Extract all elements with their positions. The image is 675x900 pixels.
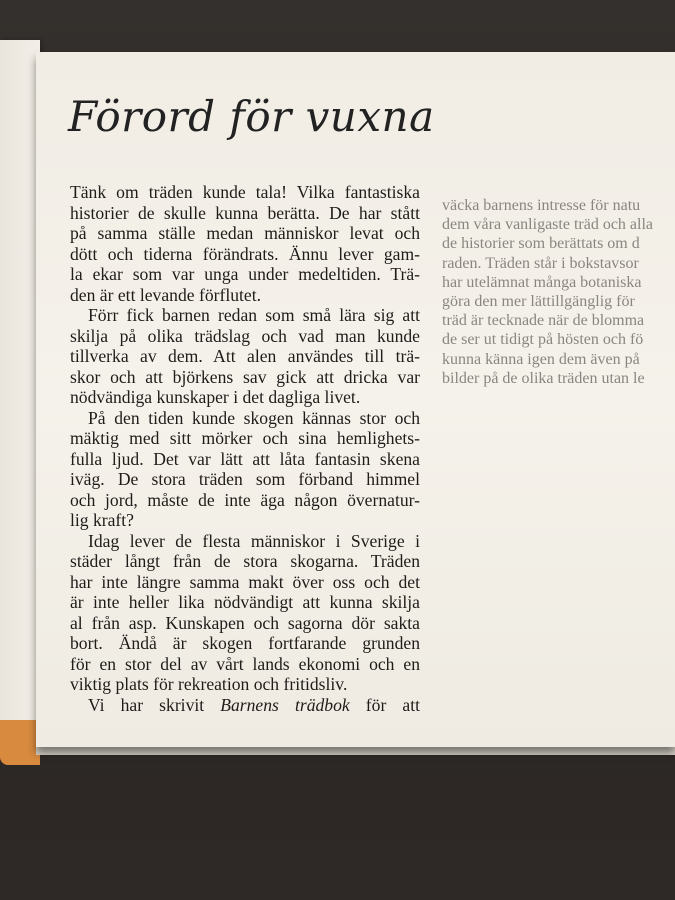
text-line: bilder på de olika träden utan le <box>442 369 645 387</box>
page-title: Förord för vuxna <box>68 92 435 141</box>
text-line-with-book-title <box>70 695 420 716</box>
text-line: raden. Träden står i bokstavsor <box>442 254 639 272</box>
text-line: viktig plats för rekreation och fritidsliv. <box>70 674 348 694</box>
text-line: På den tiden kunde skogen kännas stor och <box>88 407 420 428</box>
text-line: tillverka av dem. Att alen användes till trä- <box>70 346 420 366</box>
text-line: göra den mer lättillgänglig för <box>442 293 635 311</box>
text-line: iväg. De stora träden som förband himmel <box>70 469 420 489</box>
text-line: för en stor del av vårt lands ekonomi och en <box>70 653 420 674</box>
text-line: skilja på olika trädslag och vad man kunde <box>70 325 420 346</box>
text-line: lig kraft? <box>70 510 134 530</box>
text-line: de ser ut tidigt på hösten och fö <box>442 331 644 349</box>
text-line: al från asp. Kunskapen och sagorna dör sakta <box>70 612 420 633</box>
text-line: och jord, måste de inte äga någon övernatur- <box>70 489 420 510</box>
text-line: fulla ljud. Det var lätt att låta fantasin skena <box>70 448 420 469</box>
text-line: skor och att björkens sav gick att dricka var <box>70 366 420 387</box>
text-line: väcka barnens intresse för natu <box>442 197 641 214</box>
text-line: bort. Ändå är skogen fortfarande grunden <box>70 633 420 653</box>
text-line: dem våra vanligaste träd och alla <box>442 216 654 234</box>
text-line: städer långt från de stora skogarna. Träden <box>70 551 420 571</box>
text-line: nödvändiga kunskaper i det dagliga livet. <box>70 387 361 407</box>
text-line: la ekar som var unga under medeltiden. Trä- <box>70 264 420 284</box>
text-line: Idag lever de flesta människor i Sverige i <box>88 530 420 551</box>
text-line: är inte heller lika nödvändigt att kunna skilja <box>70 592 420 612</box>
text-line: på samma ställe medan människor levat och <box>70 223 420 243</box>
text-line: träd är tecknade när de blomma <box>442 312 645 330</box>
text-line: de historier som berättats om d <box>442 235 640 253</box>
text-line: den är ett levande förflutet. <box>70 284 261 305</box>
text-line: Tänk om träden kunde tala! Vilka fantastiska <box>70 182 420 202</box>
book-title-italic: Barnens trädbok <box>220 694 350 715</box>
text-line: kunna känna igen dem även på <box>442 350 640 368</box>
text-line: mäktig med sitt mörker och sina hemlighets- <box>70 428 420 448</box>
text-line: Förr fick barnen redan som små lära sig att <box>88 305 420 325</box>
right-text-column <box>442 196 675 388</box>
book-cover-edge <box>0 720 40 765</box>
text-line: historier de skulle kunna berätta. De har stått <box>70 202 420 223</box>
text-fragment: för att <box>349 694 420 715</box>
text-line: dött och tiderna förändrats. Ännu lever gam- <box>70 243 420 264</box>
left-text-column <box>70 182 420 715</box>
text-line: har inte längre samma makt över oss och det <box>70 571 420 592</box>
book-left-leaf <box>0 40 40 755</box>
text-fragment: Vi har skrivit <box>88 694 221 715</box>
text-line: har utelämnat många botaniska <box>442 273 642 291</box>
